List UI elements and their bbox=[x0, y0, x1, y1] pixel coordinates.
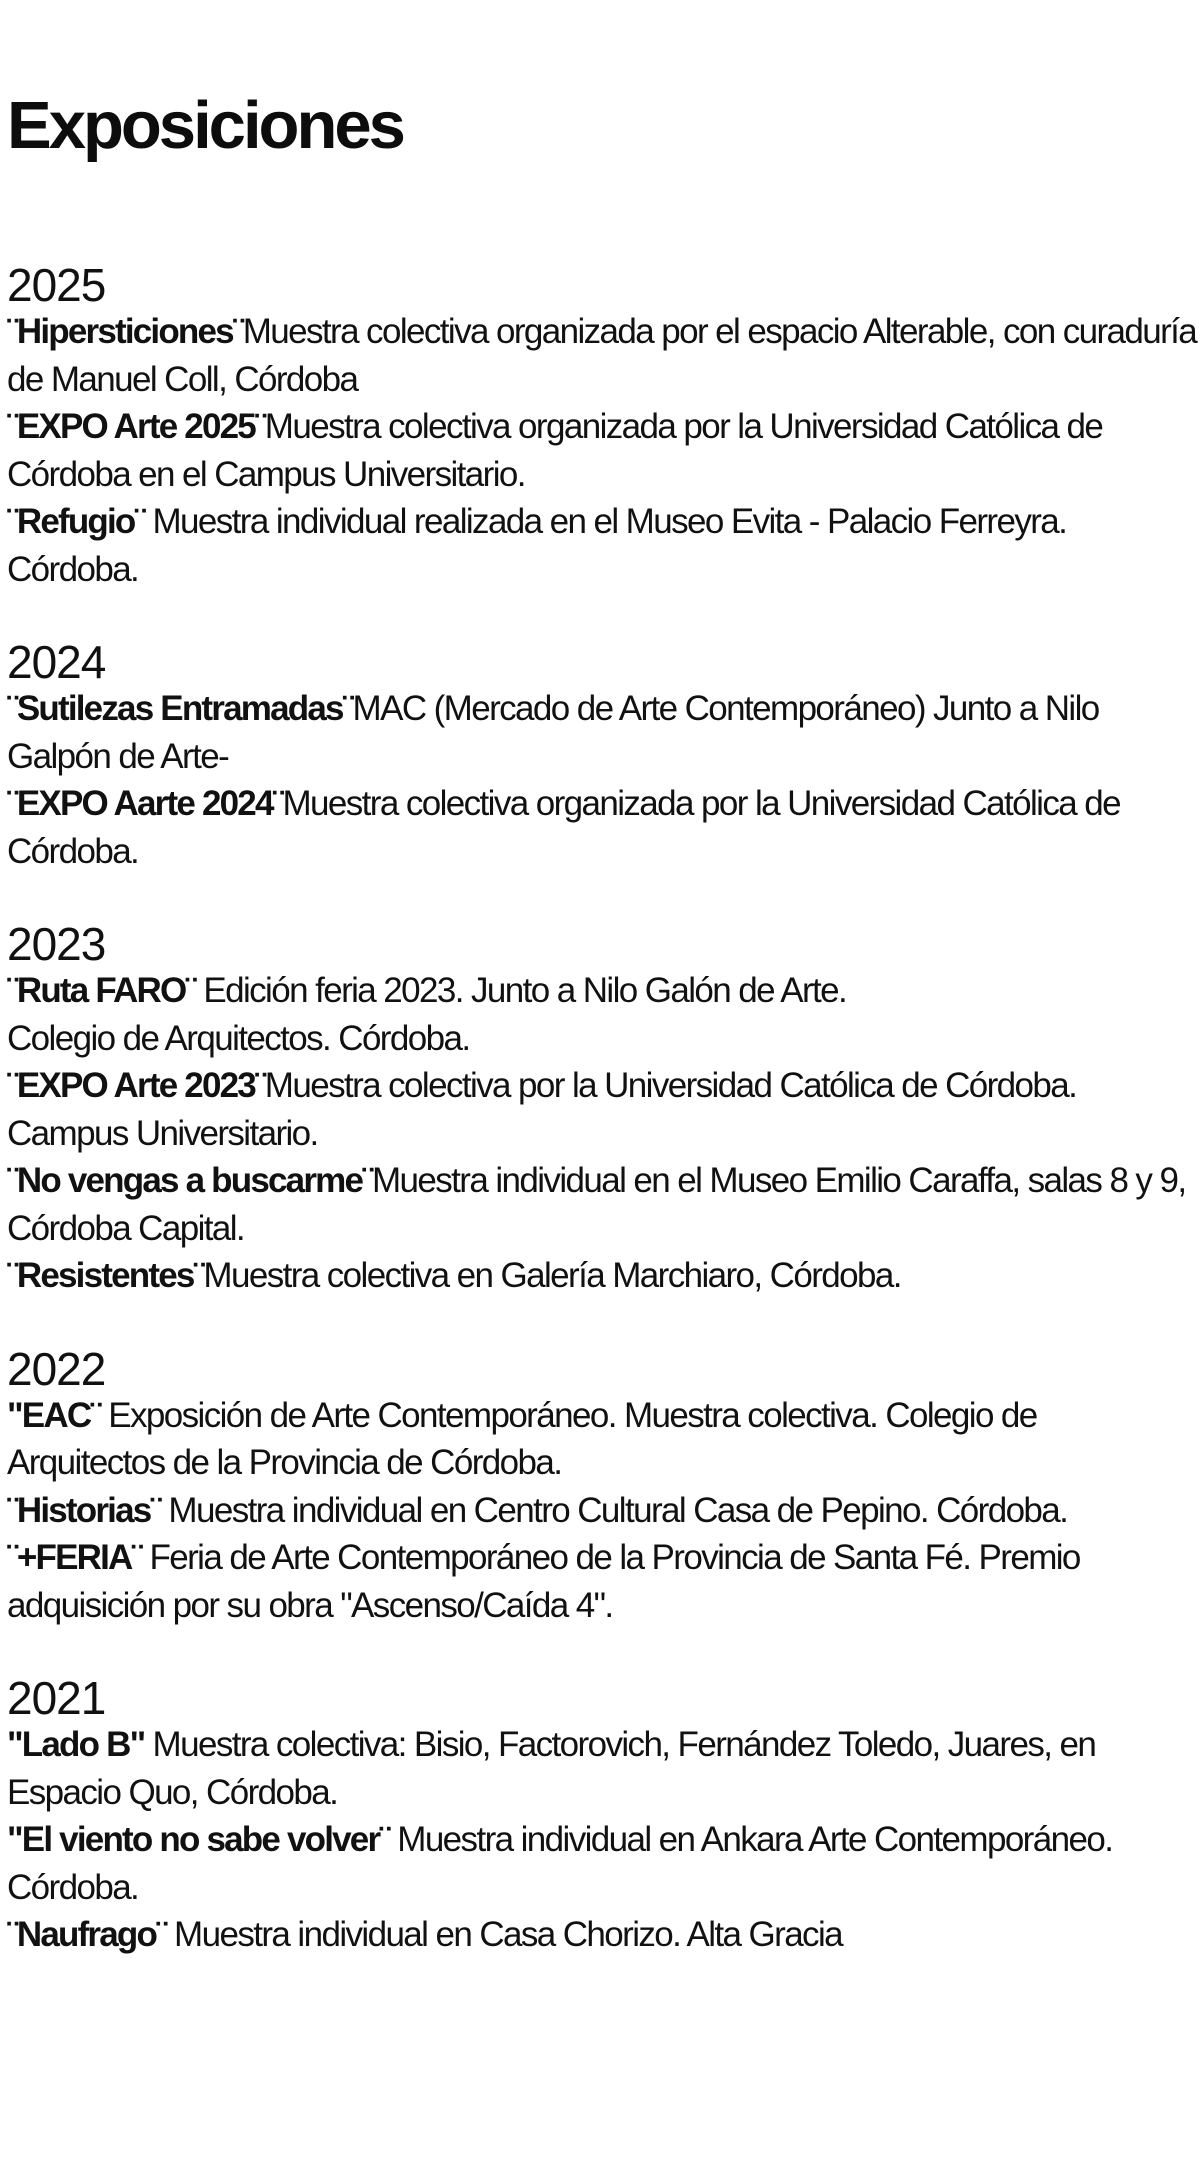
exhibition-entry bbox=[7, 1534, 1197, 1629]
exhibition-description: Muestra colectiva organizada por la Universidad Católica de Córdoba. bbox=[7, 784, 1120, 871]
exhibition-entry bbox=[7, 1252, 1197, 1300]
exhibition-title: ¨Hipersticiones¨ bbox=[7, 312, 243, 351]
exhibition-description: Muestra colectiva organizada por la Universidad Católica de Córdoba en el Campus Universitario. bbox=[7, 407, 1103, 494]
exhibition-entry bbox=[7, 1721, 1197, 1816]
year-section-2022 bbox=[7, 1342, 1197, 1630]
exhibition-entry bbox=[7, 1911, 1197, 1959]
exhibition-entry bbox=[7, 403, 1197, 498]
exhibition-description: Muestra individual en Ankara Arte Contemporáneo. Córdoba. bbox=[7, 1820, 1113, 1907]
year-label: 2021 bbox=[7, 1672, 106, 1724]
exhibition-entry bbox=[7, 1487, 1197, 1535]
exhibition-description: Muestra colectiva: Bisio, Factorovich, Fernández Toledo, Juares, en Espacio Quo, Córdoba. bbox=[7, 1725, 1096, 1812]
exhibition-description: Muestra colectiva por la Universidad Católica de Córdoba. Campus Universitario. bbox=[7, 1066, 1077, 1153]
exhibition-title: ¨Sutilezas Entramadas¨ bbox=[7, 689, 353, 728]
exhibition-entry bbox=[7, 1157, 1197, 1252]
exhibition-title: ¨Resistentes¨ bbox=[7, 1256, 204, 1295]
year-section-2023 bbox=[7, 917, 1197, 1300]
year-label: 2023 bbox=[7, 918, 106, 970]
exhibition-title: ¨+FERIA¨ bbox=[7, 1538, 142, 1577]
exhibition-entry bbox=[7, 967, 1197, 1062]
exhibition-title: "El viento no sabe volver¨ bbox=[7, 1820, 390, 1859]
exhibitions-list bbox=[7, 258, 1197, 2001]
exhibition-entry bbox=[7, 1062, 1197, 1157]
exhibition-entry bbox=[7, 685, 1197, 780]
year-label: 2022 bbox=[7, 1342, 106, 1395]
year-section-2021 bbox=[7, 1671, 1197, 1959]
exhibition-title: ¨EXPO Aarte 2024¨ bbox=[7, 784, 283, 823]
exhibition-description: Muestra colectiva en Galería Marchiaro, Córdoba. bbox=[203, 1256, 901, 1295]
exhibition-title: ¨EXPO Arte 2023¨ bbox=[7, 1066, 265, 1105]
exhibition-description: Muestra individual realizada en el Museo Evita - Palacio Ferreyra. Córdoba. bbox=[7, 502, 1067, 589]
exhibition-title: ¨Ruta FARO¨ bbox=[7, 971, 196, 1010]
exhibition-title: ¨Historias¨ bbox=[7, 1490, 161, 1530]
exhibition-title: ¨EXPO Arte 2025¨ bbox=[7, 407, 265, 446]
exhibition-entry bbox=[7, 498, 1197, 593]
exhibition-title: "Lado B" bbox=[7, 1725, 145, 1764]
exhibition-entry bbox=[7, 1392, 1197, 1487]
exhibition-entry bbox=[7, 1816, 1197, 1911]
exhibition-title: ¨Refugio¨ bbox=[7, 502, 145, 541]
exhibition-title: ¨Naufrago¨ bbox=[7, 1915, 166, 1954]
exhibition-title: ¨No vengas a buscarme¨ bbox=[7, 1161, 372, 1200]
year-label: 2025 bbox=[7, 259, 106, 311]
year-section-2025 bbox=[7, 258, 1197, 593]
year-label: 2024 bbox=[7, 636, 106, 688]
exhibition-description: Exposición de Arte Contemporáneo. Muestra colectiva. Colegio de Arquitectos de la Provincia de Córdoba. bbox=[7, 1395, 1037, 1482]
year-section-2024 bbox=[7, 635, 1197, 875]
exhibition-description: Muestra individual en el Museo Emilio Caraffa, salas 8 y 9, Córdoba Capital. bbox=[7, 1161, 1186, 1248]
exhibition-title: "EAC¨ bbox=[7, 1395, 101, 1435]
exhibition-entry bbox=[7, 780, 1197, 875]
exhibition-description: Muestra colectiva organizada por el espacio Alterable, con curaduría de Manuel Coll, Córdoba bbox=[7, 312, 1197, 399]
exhibition-description: Edición feria 2023. Junto a Nilo Galón de Arte. Colegio de Arquitectos. Córdoba. bbox=[7, 971, 847, 1058]
exhibition-description: Muestra individual en Centro Cultural Casa de Pepino. Córdoba. bbox=[160, 1490, 1068, 1530]
exhibition-description: MAC (Mercado de Arte Contemporáneo) Junto a Nilo Galpón de Arte- bbox=[7, 689, 1099, 776]
exhibition-entry bbox=[7, 308, 1197, 403]
exhibition-description: Feria de Arte Contemporáneo de la Provincia de Santa Fé. Premio adquisición por su obra "Ascenso/Caída 4". bbox=[7, 1538, 1080, 1625]
page-title: Exposiciones bbox=[7, 88, 403, 163]
exhibition-description: Muestra individual en Casa Chorizo. Alta Gracia bbox=[165, 1915, 842, 1954]
